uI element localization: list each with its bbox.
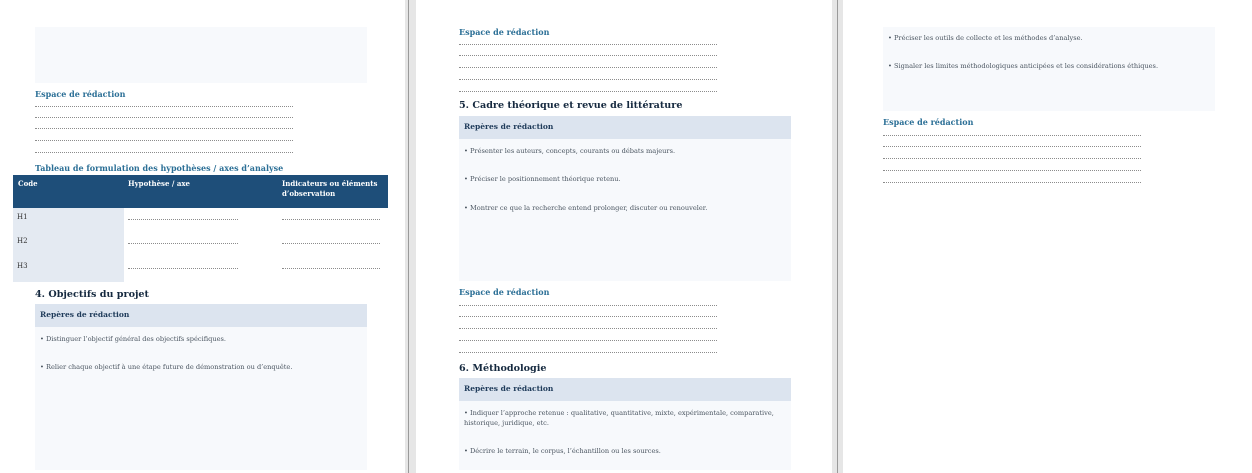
- hypothesis-table-header: [13, 175, 388, 208]
- writing-line[interactable]: [883, 135, 1141, 136]
- writing-line[interactable]: [35, 140, 293, 141]
- section-4-heading: 4. Objectifs du projet: [35, 289, 149, 300]
- guidance-box-continued: [883, 27, 1215, 111]
- writing-line[interactable]: [883, 182, 1141, 183]
- document-page-3: [843, 0, 1252, 473]
- guidance-box-title: Repères de rédaction: [464, 384, 554, 393]
- table-row-code: H1: [17, 213, 28, 221]
- table-title: Tableau de formulation des hypothèses / axes d’analyse: [35, 163, 284, 173]
- guidance-box-title: Repères de rédaction: [464, 122, 554, 131]
- guidance-bullet: • Distinguer l’objectif général des objectifs spécifiques.: [40, 335, 226, 343]
- guidance-box-title: Repères de rédaction: [40, 310, 130, 319]
- writing-line[interactable]: [459, 79, 717, 80]
- hypothesis-field[interactable]: [128, 219, 238, 220]
- guidance-bullet: • Signaler les limites méthodologiques anticipées et les considérations éthiques.: [888, 62, 1159, 70]
- guidance-box-continued: [35, 27, 367, 83]
- guidance-box-header: [459, 378, 791, 401]
- section-5-heading: 5. Cadre théorique et revue de littérature: [459, 100, 683, 111]
- hypothesis-field[interactable]: [128, 268, 238, 269]
- guidance-box: [459, 378, 791, 470]
- writing-line[interactable]: [35, 106, 293, 107]
- indicator-field[interactable]: [282, 219, 380, 220]
- column-header-hypothesis: Hypothèse / axe: [128, 179, 191, 188]
- indicator-field[interactable]: [282, 268, 380, 269]
- document-page-2: [416, 0, 832, 473]
- section-6-heading: 6. Méthodologie: [459, 363, 547, 374]
- page-separator: [408, 0, 409, 473]
- guidance-box-header: [459, 116, 791, 139]
- writing-line[interactable]: [883, 158, 1141, 159]
- writing-line[interactable]: [459, 44, 717, 45]
- writing-line[interactable]: [35, 128, 293, 129]
- writing-line[interactable]: [459, 340, 717, 341]
- guidance-box: [459, 116, 791, 281]
- writing-space-label: Espace de rédaction: [459, 27, 550, 37]
- guidance-bullet: • Décrire le terrain, le corpus, l’échantillon ou les sources.: [464, 447, 661, 455]
- guidance-bullet: • Indiquer l’approche retenue : qualitative, quantitative, mixte, expérimentale, comparative, historique, juridique, etc.: [464, 409, 774, 427]
- column-header-indicators: Indicateurs ou éléments d’observation: [282, 179, 378, 198]
- writing-line[interactable]: [459, 305, 717, 306]
- writing-line[interactable]: [459, 67, 717, 68]
- guidance-bullet: • Préciser les outils de collecte et les méthodes d’analyse.: [888, 34, 1083, 42]
- writing-space-label: Espace de rédaction: [459, 287, 550, 297]
- writing-line[interactable]: [459, 91, 717, 92]
- guidance-bullet: • Présenter les auteurs, concepts, courants ou débats majeurs.: [464, 147, 676, 155]
- writing-line[interactable]: [883, 146, 1141, 147]
- writing-line[interactable]: [459, 55, 717, 56]
- guidance-box: [35, 304, 367, 470]
- guidance-bullet: • Préciser le positionnement théorique retenu.: [464, 175, 621, 183]
- guidance-box-header: [35, 304, 367, 327]
- table-row-code: H2: [17, 237, 28, 245]
- writing-line[interactable]: [883, 170, 1141, 171]
- code-column: [13, 208, 124, 282]
- hypothesis-field[interactable]: [128, 243, 238, 244]
- table-row-code: H3: [17, 262, 28, 270]
- writing-line[interactable]: [35, 152, 293, 153]
- writing-space-label: Espace de rédaction: [35, 89, 126, 99]
- column-header-code: Code: [18, 179, 38, 188]
- writing-line[interactable]: [459, 328, 717, 329]
- writing-line[interactable]: [35, 117, 293, 118]
- writing-line[interactable]: [459, 316, 717, 317]
- guidance-bullet: • Montrer ce que la recherche entend prolonger, discuter ou renouveler.: [464, 204, 708, 212]
- page-separator: [837, 0, 838, 473]
- indicator-field[interactable]: [282, 243, 380, 244]
- document-page-1: [0, 0, 405, 473]
- guidance-bullet: • Relier chaque objectif à une étape future de démonstration ou d’enquête.: [40, 363, 293, 371]
- writing-line[interactable]: [459, 352, 717, 353]
- writing-space-label: Espace de rédaction: [883, 117, 974, 127]
